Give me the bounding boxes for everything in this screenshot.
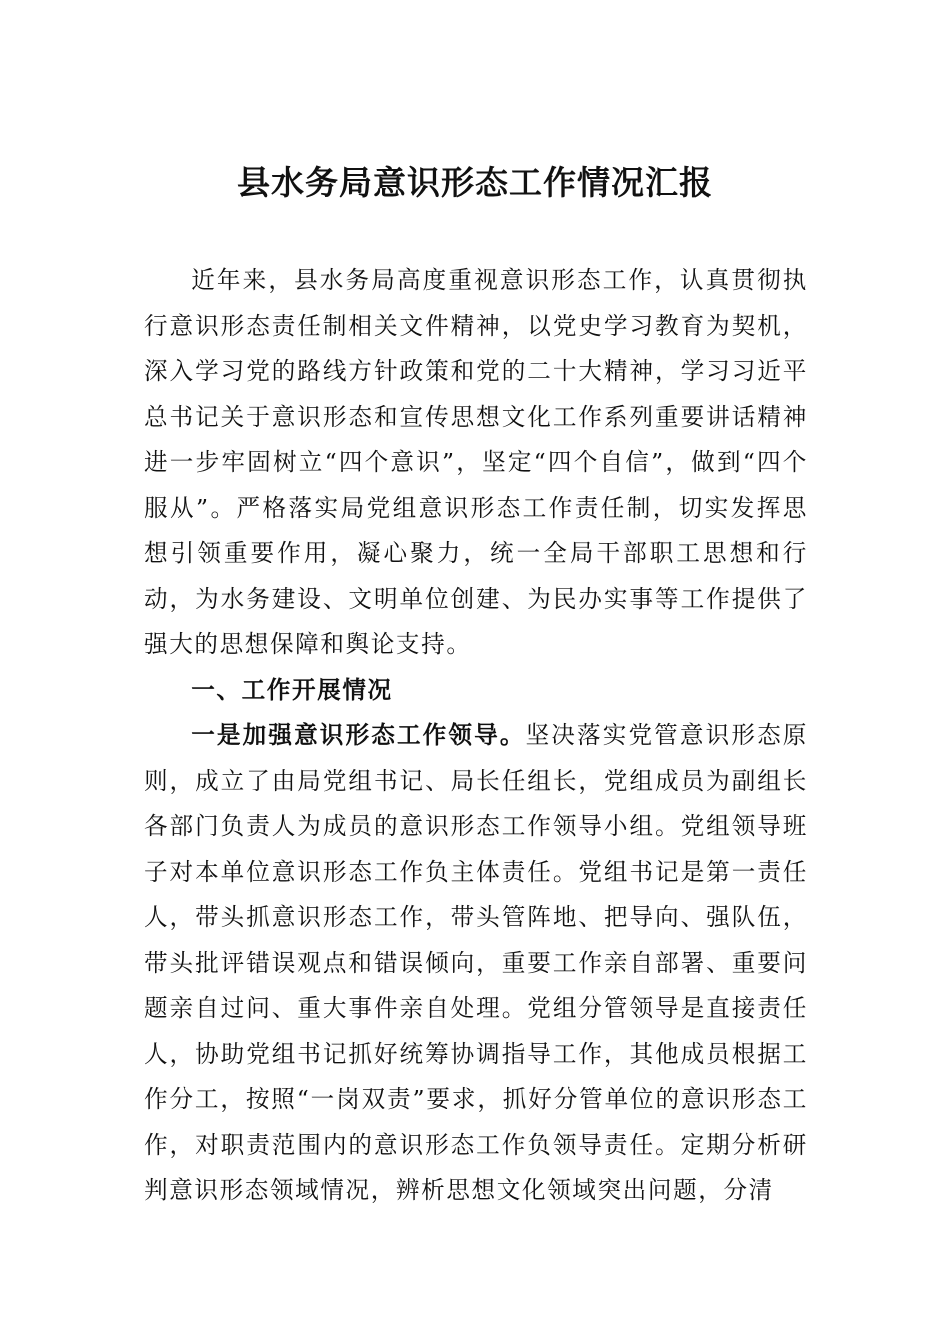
item-lead: 一是加强意识形态工作领导。 [191, 721, 526, 749]
document-title: 县水务局意识形态工作情况汇报 [237, 163, 713, 202]
section-heading: 一、工作开展情况 [191, 675, 393, 704]
document-body [144, 258, 808, 1214]
intro-paragraph: 近年来，县水务局高度重视意识形态工作，认真贯彻执行意识形态责任制相关文件精神，以党史学习教育为契机，深入学习党的路线方针政策和党的二十大精神，学习习近平总书记关于意识形态和宣传思想文化工作系列重要讲话精神进一步牢固树立“四个意识”，坚定“四个自信”，做到“四个服从”。严格落实局党组意识形态工作责任制，切实发挥思想引领重要作用，凝心聚力，统一全局干部职工思想和行动，为水务建设、文明单位创建、为民办实事等工作提供了强大的思想保障和舆论支持。 [144, 266, 808, 658]
item-paragraph [144, 713, 808, 1214]
item-body: 坚决落实党管意识形态原则，成立了由局党组书记、局长任组长，党组成员为副组长各部门负责人为成员的意识形态工作领导小组。党组领导班子对本单位意识形态工作负主体责任。党组书记是第一责任人，带头抓意识形态工作，带头管阵地、把导向、强队伍，带头批评错误观点和错误倾向，重要工作亲自部署、重要问题亲自过问、重大事件亲自处理。党组分管领导是直接责任人，协助党组书记抓好统筹协调指导工作，其他成员根据工作分工，按照“一岗双责”要求，抓好分管单位的意识形态工作，对职责范围内的意识形态工作负领导责任。定期分析研判意识形态领域情况，辨析思想文化领域突出问题，分清 [144, 721, 808, 1204]
